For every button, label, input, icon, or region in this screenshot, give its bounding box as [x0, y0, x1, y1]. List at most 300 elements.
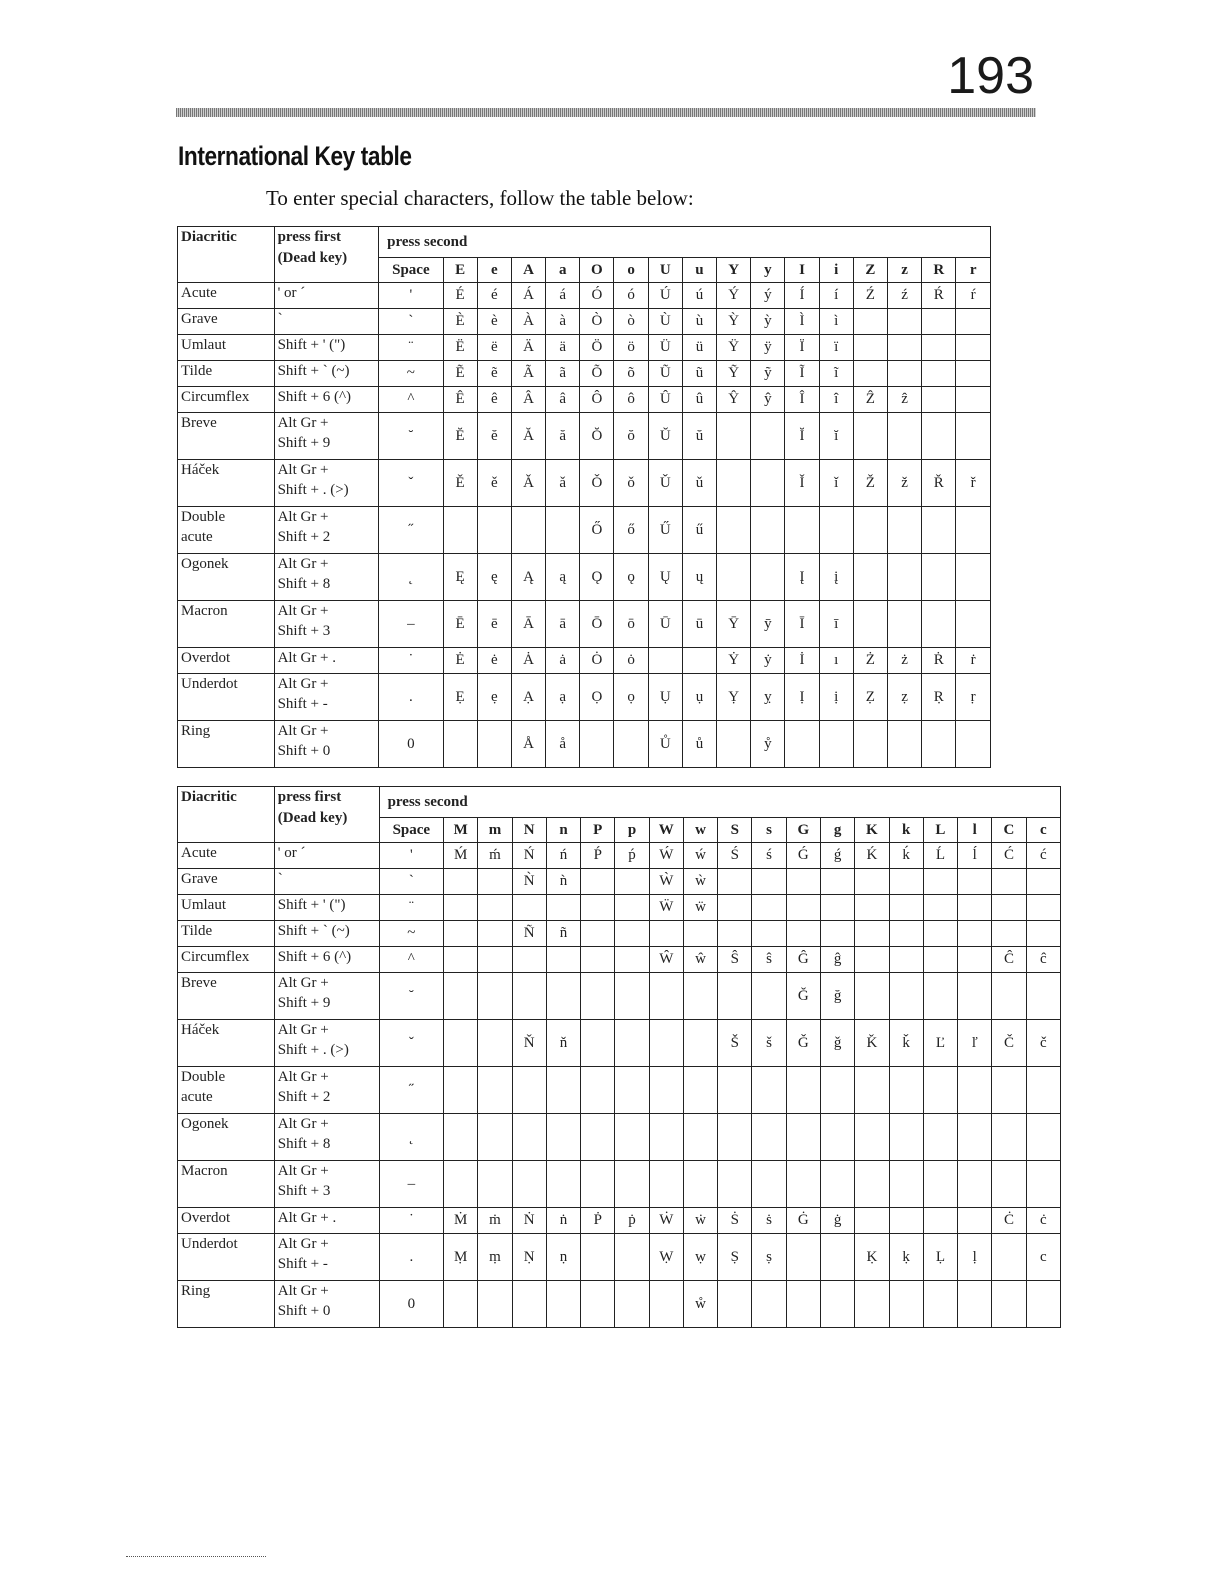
character-cell — [546, 507, 580, 554]
character-cell: Û — [648, 387, 682, 413]
character-cell — [923, 1067, 957, 1114]
character-cell — [718, 921, 752, 947]
character-cell: ġ — [820, 1208, 854, 1234]
character-cell: ṅ — [546, 1208, 580, 1234]
character-cell — [956, 361, 991, 387]
character-cell: ŏ — [614, 413, 648, 460]
character-cell: Ô — [580, 387, 614, 413]
press-second-header: press second — [379, 787, 1060, 818]
diacritic-cell — [178, 973, 275, 1020]
character-cell: Ă — [511, 413, 545, 460]
key-header: n — [546, 818, 580, 843]
character-cell — [786, 869, 820, 895]
key-header: I — [785, 258, 819, 283]
dead-key-cell — [274, 413, 379, 460]
character-cell: Á — [511, 283, 545, 309]
space-result-cell: – — [379, 601, 443, 648]
character-cell — [477, 507, 511, 554]
header-row — [178, 787, 1061, 818]
character-cell: İ — [785, 648, 819, 674]
character-cell: ĕ — [477, 413, 511, 460]
character-cell: Õ — [580, 361, 614, 387]
dead-key-combo: Shift + 0 — [277, 1303, 331, 1319]
character-cell — [1026, 895, 1060, 921]
character-cell — [992, 1281, 1026, 1328]
character-cell: Ŷ — [717, 387, 751, 413]
character-cell: Ë — [443, 335, 477, 361]
character-cell — [648, 648, 682, 674]
dead-key-combo: Alt Gr + — [277, 1069, 329, 1085]
character-cell: ǵ — [820, 843, 854, 869]
dead-key-cell — [274, 507, 379, 554]
diacritic-cell — [178, 309, 275, 335]
character-cell — [478, 947, 512, 973]
diacritic-name: Grave — [181, 871, 218, 887]
character-cell: Ġ — [786, 1208, 820, 1234]
character-cell: Ĺ — [923, 843, 957, 869]
character-cell: ľ — [958, 1020, 992, 1067]
dead-key-combo: Alt Gr + — [277, 1022, 329, 1038]
space-result-cell: ˝ — [379, 507, 443, 554]
character-cell: ỳ — [751, 309, 785, 335]
character-cell: Ǫ — [580, 554, 614, 601]
dead-key-combo: ` — [277, 311, 283, 327]
character-cell — [581, 895, 615, 921]
character-cell: ẅ — [683, 895, 717, 921]
character-cell: Ḱ — [855, 843, 889, 869]
table-row — [178, 1020, 1061, 1067]
character-cell — [820, 1234, 854, 1281]
character-cell — [478, 1281, 512, 1328]
character-cell: ẉ — [683, 1234, 717, 1281]
character-cell: Ẓ — [853, 674, 887, 721]
table-row — [178, 387, 991, 413]
character-cell: Ẏ — [717, 648, 751, 674]
key-header: R — [922, 258, 956, 283]
key-header: C — [992, 818, 1026, 843]
dead-key-cell — [274, 460, 379, 507]
character-cell: Â — [511, 387, 545, 413]
character-cell — [717, 554, 751, 601]
character-cell — [683, 1067, 717, 1114]
character-cell: Ǵ — [786, 843, 820, 869]
character-cell — [922, 387, 956, 413]
space-result-cell: . — [379, 674, 443, 721]
key-header: Z — [853, 258, 887, 283]
character-cell: Ċ — [992, 1208, 1026, 1234]
character-cell: Ã — [511, 361, 545, 387]
character-cell: Ẽ — [443, 361, 477, 387]
character-cell: ǩ — [889, 1020, 923, 1067]
key-header: m — [478, 818, 512, 843]
table-row — [178, 843, 1061, 869]
character-cell: Ź — [853, 283, 887, 309]
character-cell — [855, 947, 889, 973]
character-cell: ǹ — [546, 869, 580, 895]
character-cell — [786, 921, 820, 947]
character-cell — [751, 554, 785, 601]
character-cell: Ć — [992, 843, 1026, 869]
diacritic-cell — [178, 921, 275, 947]
character-cell — [717, 507, 751, 554]
character-cell: Ẉ — [649, 1234, 683, 1281]
character-cell: â — [546, 387, 580, 413]
character-cell: ř — [956, 460, 991, 507]
header-rule — [176, 108, 1036, 117]
diacritic-cell — [178, 1020, 275, 1067]
space-result-cell: ¨ — [379, 335, 443, 361]
character-cell — [889, 1161, 923, 1208]
character-cell: ŕ — [956, 283, 991, 309]
character-cell: Ğ — [786, 973, 820, 1020]
press-second-header: press second — [379, 227, 991, 258]
character-cell: Ṅ — [512, 1208, 546, 1234]
diacritic-name: Ogonek — [181, 556, 229, 572]
character-cell — [786, 1114, 820, 1161]
character-cell: ṛ — [956, 674, 991, 721]
character-cell: ž — [887, 460, 921, 507]
character-cell — [615, 1067, 649, 1114]
diacritic-header: Diacritic — [178, 227, 275, 283]
diacritic-name: Underdot — [181, 676, 238, 692]
dead-key-combo: Shift + 9 — [277, 995, 331, 1011]
character-cell: Ň — [512, 1020, 546, 1067]
dead-key-cell — [274, 1208, 379, 1234]
diacritic-name: Macron — [181, 1163, 228, 1179]
table-row — [178, 1208, 1061, 1234]
character-cell: è — [477, 309, 511, 335]
character-cell — [478, 1161, 512, 1208]
key-header: U — [648, 258, 682, 283]
diacritic-cell — [178, 895, 275, 921]
character-cell — [922, 554, 956, 601]
character-cell — [615, 921, 649, 947]
character-cell: ÿ — [751, 335, 785, 361]
diacritic-cell — [178, 648, 275, 674]
character-cell: ż — [887, 648, 921, 674]
diacritic-name: Double — [181, 509, 226, 525]
character-cell — [853, 721, 887, 768]
character-cell — [478, 1114, 512, 1161]
character-cell: Ò — [580, 309, 614, 335]
diacritic-cell — [178, 1114, 275, 1161]
character-cell: î — [819, 387, 853, 413]
character-cell — [478, 921, 512, 947]
dead-key-combo: Alt Gr + — [277, 603, 329, 619]
character-cell: Ě — [443, 460, 477, 507]
international-key-table-1 — [177, 226, 991, 768]
dead-key-cell — [274, 283, 379, 309]
character-cell: ö — [614, 335, 648, 361]
character-cell: ő — [614, 507, 648, 554]
character-cell: ě — [477, 460, 511, 507]
space-header: Space — [379, 818, 444, 843]
character-cell: É — [443, 283, 477, 309]
character-cell — [752, 921, 786, 947]
character-cell: Ũ — [648, 361, 682, 387]
character-cell: Ů — [648, 721, 682, 768]
character-cell — [444, 1281, 478, 1328]
character-cell — [683, 1020, 717, 1067]
dead-key-cell — [274, 1281, 379, 1328]
character-cell: ȯ — [614, 648, 648, 674]
character-cell: Å — [511, 721, 545, 768]
character-cell — [649, 1114, 683, 1161]
character-cell: ṁ — [478, 1208, 512, 1234]
character-cell: Ẃ — [649, 843, 683, 869]
character-cell — [992, 1114, 1026, 1161]
diacritic-cell — [178, 843, 275, 869]
character-cell — [786, 1234, 820, 1281]
international-key-table-2 — [177, 786, 1061, 1328]
dead-key-label: (Dead key) — [277, 810, 348, 826]
key-header: w — [683, 818, 717, 843]
dead-key-combo: Alt Gr + — [277, 1116, 329, 1132]
character-cell: ũ — [682, 361, 716, 387]
character-cell — [546, 1281, 580, 1328]
key-header: s — [752, 818, 786, 843]
character-cell: ḷ — [958, 1234, 992, 1281]
section-title: International Key table — [178, 141, 412, 171]
key-header: p — [615, 818, 649, 843]
character-cell — [853, 413, 887, 460]
character-cell — [615, 947, 649, 973]
dead-key-combo: Shift + 6 (^) — [277, 389, 351, 405]
character-cell — [992, 869, 1026, 895]
character-cell: Ù — [648, 309, 682, 335]
character-cell — [718, 1114, 752, 1161]
table-row — [178, 460, 991, 507]
character-cell — [992, 1067, 1026, 1114]
character-cell: Ǎ — [511, 460, 545, 507]
character-cell: Ọ — [580, 674, 614, 721]
character-cell: Ǹ — [512, 869, 546, 895]
character-cell: Ő — [580, 507, 614, 554]
character-cell: Ę — [443, 554, 477, 601]
key-header: l — [958, 818, 992, 843]
character-cell — [820, 895, 854, 921]
character-cell — [923, 895, 957, 921]
character-cell: ä — [546, 335, 580, 361]
character-cell — [752, 1281, 786, 1328]
space-result-cell: ~ — [379, 921, 444, 947]
character-cell — [615, 1281, 649, 1328]
character-cell — [581, 973, 615, 1020]
character-cell — [887, 721, 921, 768]
character-cell — [717, 721, 751, 768]
character-cell — [752, 973, 786, 1020]
character-cell: Ṇ — [512, 1234, 546, 1281]
table-row — [178, 335, 991, 361]
character-cell — [958, 973, 992, 1020]
character-cell: ṙ — [956, 648, 991, 674]
character-cell: ẑ — [887, 387, 921, 413]
character-cell — [923, 973, 957, 1020]
character-cell — [853, 601, 887, 648]
character-cell — [614, 721, 648, 768]
character-cell — [512, 895, 546, 921]
character-cell — [581, 1020, 615, 1067]
character-cell: ǔ — [682, 460, 716, 507]
space-result-cell: 0 — [379, 1281, 444, 1328]
character-cell: Ĝ — [786, 947, 820, 973]
space-result-cell: ˙ — [379, 1208, 444, 1234]
table-row — [178, 648, 991, 674]
character-cell — [889, 973, 923, 1020]
character-cell: Ŏ — [580, 413, 614, 460]
key-header: S — [718, 818, 752, 843]
key-header: L — [923, 818, 957, 843]
diacritic-cell — [178, 283, 275, 309]
key-header: P — [581, 818, 615, 843]
character-cell — [546, 973, 580, 1020]
character-cell: ì — [819, 309, 853, 335]
table-row — [178, 1161, 1061, 1208]
character-cell: ĭ — [819, 413, 853, 460]
dead-key-cell — [274, 895, 379, 921]
character-cell: ý — [751, 283, 785, 309]
dead-key-combo: Alt Gr + — [277, 1283, 329, 1299]
character-cell — [546, 1114, 580, 1161]
character-cell: Ĭ — [785, 413, 819, 460]
character-cell: Î — [785, 387, 819, 413]
character-cell: Ǔ — [648, 460, 682, 507]
character-cell — [1026, 1067, 1060, 1114]
diacritic-name: Umlaut — [181, 337, 226, 353]
space-result-cell: ¨ — [379, 895, 444, 921]
character-cell: ṡ — [752, 1208, 786, 1234]
character-cell: ñ — [546, 921, 580, 947]
character-cell: ẘ — [683, 1281, 717, 1328]
character-cell — [512, 1161, 546, 1208]
character-cell — [889, 1208, 923, 1234]
diacritic-cell — [178, 387, 275, 413]
table-row — [178, 869, 1061, 895]
character-cell — [887, 601, 921, 648]
character-cell: Ỳ — [717, 309, 751, 335]
space-result-cell: ' — [379, 843, 444, 869]
diacritic-name: Umlaut — [181, 897, 226, 913]
character-cell — [887, 554, 921, 601]
character-cell — [820, 1161, 854, 1208]
character-cell: Ŕ — [922, 283, 956, 309]
character-cell — [992, 1161, 1026, 1208]
character-cell: ë — [477, 335, 511, 361]
character-cell — [922, 335, 956, 361]
character-cell — [819, 507, 853, 554]
key-header: E — [443, 258, 477, 283]
character-cell — [889, 869, 923, 895]
character-cell: Ŝ — [718, 947, 752, 973]
diacritic-name: Overdot — [181, 1210, 231, 1226]
character-cell: à — [546, 309, 580, 335]
dead-key-combo: Shift + 3 — [277, 1183, 331, 1199]
character-cell — [855, 1067, 889, 1114]
character-cell: õ — [614, 361, 648, 387]
character-cell — [820, 1281, 854, 1328]
character-cell — [958, 895, 992, 921]
character-cell: ű — [682, 507, 716, 554]
character-cell — [956, 554, 991, 601]
character-cell: ū — [682, 601, 716, 648]
character-cell — [478, 869, 512, 895]
character-cell — [512, 1114, 546, 1161]
diacritic-cell — [178, 1234, 275, 1281]
character-cell — [786, 1067, 820, 1114]
dead-key-combo: ` — [277, 871, 283, 887]
key-header: N — [512, 818, 546, 843]
character-cell: ō — [614, 601, 648, 648]
diacritic-name: Háček — [181, 1022, 220, 1038]
dead-key-cell — [274, 361, 379, 387]
character-cell: Ḿ — [444, 843, 478, 869]
character-cell: Ṙ — [922, 648, 956, 674]
character-cell: ọ — [614, 674, 648, 721]
space-result-cell: ' — [379, 283, 443, 309]
character-cell: ṇ — [546, 1234, 580, 1281]
space-result-cell: ^ — [379, 387, 443, 413]
dead-key-combo: Shift + - — [277, 696, 328, 712]
dead-key-cell — [274, 554, 379, 601]
character-cell — [958, 1114, 992, 1161]
character-cell — [956, 721, 991, 768]
key-header: W — [649, 818, 683, 843]
character-cell: ó — [614, 283, 648, 309]
character-cell — [855, 973, 889, 1020]
dead-key-cell — [274, 721, 379, 768]
character-cell: ẙ — [751, 721, 785, 768]
character-cell: Ĉ — [992, 947, 1026, 973]
character-cell: ỵ — [751, 674, 785, 721]
character-cell — [855, 1114, 889, 1161]
character-cell — [1026, 1161, 1060, 1208]
character-cell — [887, 507, 921, 554]
table-row — [178, 507, 991, 554]
character-cell: Ȳ — [717, 601, 751, 648]
diacritic-cell — [178, 1281, 275, 1328]
character-cell: Ṣ — [718, 1234, 752, 1281]
dead-key-cell — [274, 869, 379, 895]
character-cell — [683, 1161, 717, 1208]
character-cell: Į — [785, 554, 819, 601]
character-cell — [649, 973, 683, 1020]
character-cell — [682, 648, 716, 674]
character-cell — [887, 309, 921, 335]
diacritic-cell — [178, 413, 275, 460]
dead-key-cell — [274, 1020, 379, 1067]
character-cell — [855, 1208, 889, 1234]
character-cell: ğ — [820, 973, 854, 1020]
character-cell: Ī — [785, 601, 819, 648]
space-result-cell: ˇ — [379, 460, 443, 507]
character-cell: Ṛ — [922, 674, 956, 721]
character-cell: ỹ — [751, 361, 785, 387]
character-cell: ù — [682, 309, 716, 335]
character-cell — [889, 1114, 923, 1161]
diacritic-name: Acute — [181, 845, 217, 861]
character-cell — [958, 947, 992, 973]
character-cell: ů — [682, 721, 716, 768]
diacritic-name: Circumflex — [181, 389, 250, 405]
character-cell — [581, 947, 615, 973]
character-cell — [923, 1161, 957, 1208]
character-cell: Ẇ — [649, 1208, 683, 1234]
dead-key-cell — [274, 973, 379, 1020]
dead-key-combo: Shift + ' (") — [277, 897, 346, 913]
character-cell: ụ — [682, 674, 716, 721]
press-first-label: press first — [277, 229, 342, 245]
character-cell: Ž — [853, 460, 887, 507]
